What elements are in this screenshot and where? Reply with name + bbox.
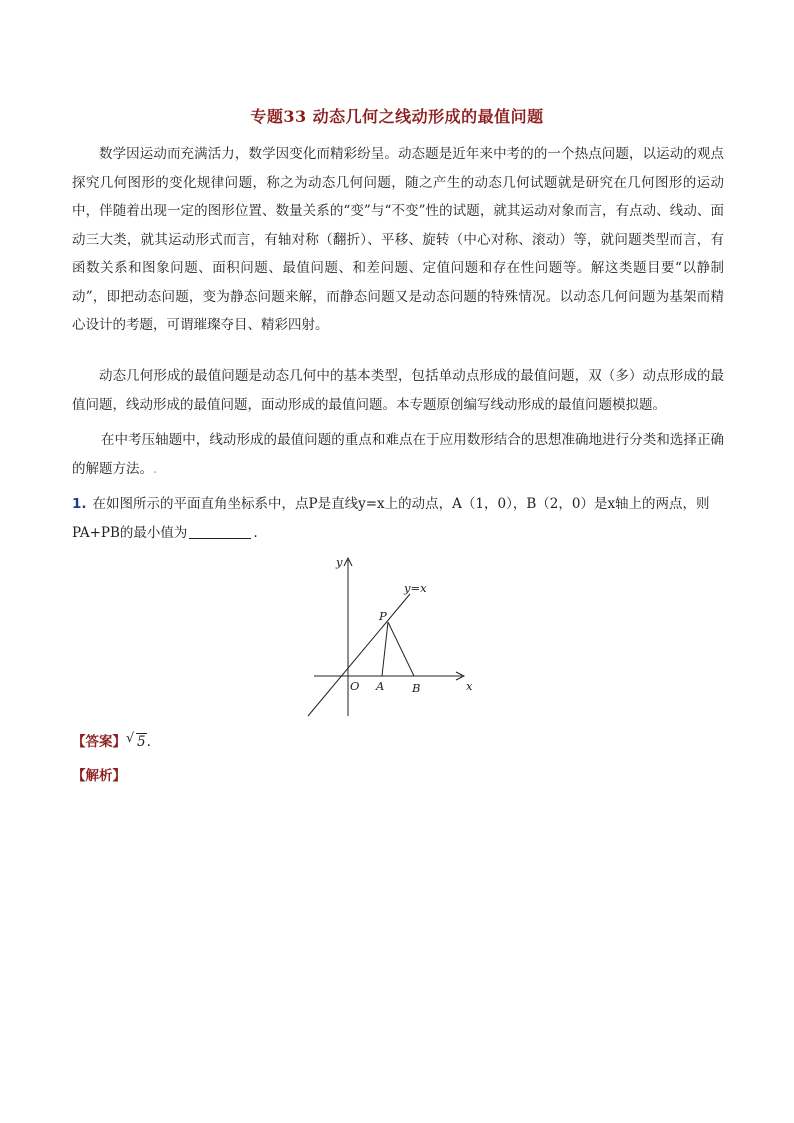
answer-suffix: . [146, 734, 151, 750]
analysis-label: 【解析】 [72, 768, 126, 784]
intro-paragraph-1: 数学因运动而充满活力，数学因变化而精彩纷呈。动态题是近年来中考的的一个热点问题，以运动的观点探究几何图形的变化规律问题，称之为动态几何问题，随之产生的动态几何试题就是研究在几何图形的运动中，伴随着出现一定的图形位置、数量关系的“变”与“不变”性的试题，就其运动对象而言，有点动、线动、面动三大类，就其运动形式而言，有轴对称（翻折）、平移、旋转（中心对称、滚动）等，就问题类型而言，有函数关系和图象问题、面积问题、最值问题、和差问题、定值问题和存在性问题等。解这类题目要“以静制动”，即把动态问题，变为静态问题来解，而静态问题又是动态问题的特殊情况。以动态几何问题为基架而精心设计的考题，可谓璀璨夺目、精彩四射。 [72, 146, 724, 333]
y-axis-label: y [336, 555, 343, 569]
sqrt-symbol: √ [126, 731, 135, 746]
answer-value: 5 [137, 734, 146, 750]
point-a-label: A [376, 679, 385, 693]
segment-pb [388, 622, 414, 676]
coordinate-figure [306, 552, 486, 718]
intro-paragraph-2: 动态几何形成的最值问题是动态几何中的基本类型，包括单动点形成的最值问题，双（多）动点形成的最值问题，线动形成的最值问题，面动形成的最值问题。本专题原创编写线动形成的最值问题模拟题。 [72, 368, 724, 413]
question-text-end: . [253, 524, 258, 541]
intro-paragraph-3 [72, 426, 724, 483]
question-1 [72, 490, 724, 547]
question-number: 1. [72, 496, 87, 512]
trailing-dot: . [153, 460, 158, 477]
line-y-equals-x [308, 594, 410, 716]
point-p-label: P [379, 609, 387, 623]
segment-pa [382, 622, 388, 676]
answer-label: 【答案】 [72, 734, 126, 750]
line-label: y=x [404, 581, 427, 595]
sqrt-expression [126, 728, 147, 756]
question-text: 在如图所示的平面直角坐标系中，点P是直线y=x上的动点，A（1，0），B（2，0）是x轴上的两点，则PA+PB的最小值为 [72, 496, 710, 541]
page-title: 专题33 动态几何之线动形成的最值问题 [250, 107, 544, 126]
analysis-line [72, 762, 126, 790]
point-b-label: B [412, 681, 421, 695]
intro-paragraph-3-text: 在中考压轴题中，线动形成的最值问题的重点和难点在于应用数形结合的思想准确地进行分类和选择正确的解题方法。 [72, 432, 724, 477]
origin-label: O [350, 679, 360, 693]
answer-blank [189, 524, 251, 539]
x-axis-label: x [466, 679, 473, 693]
answer-line [72, 728, 151, 756]
